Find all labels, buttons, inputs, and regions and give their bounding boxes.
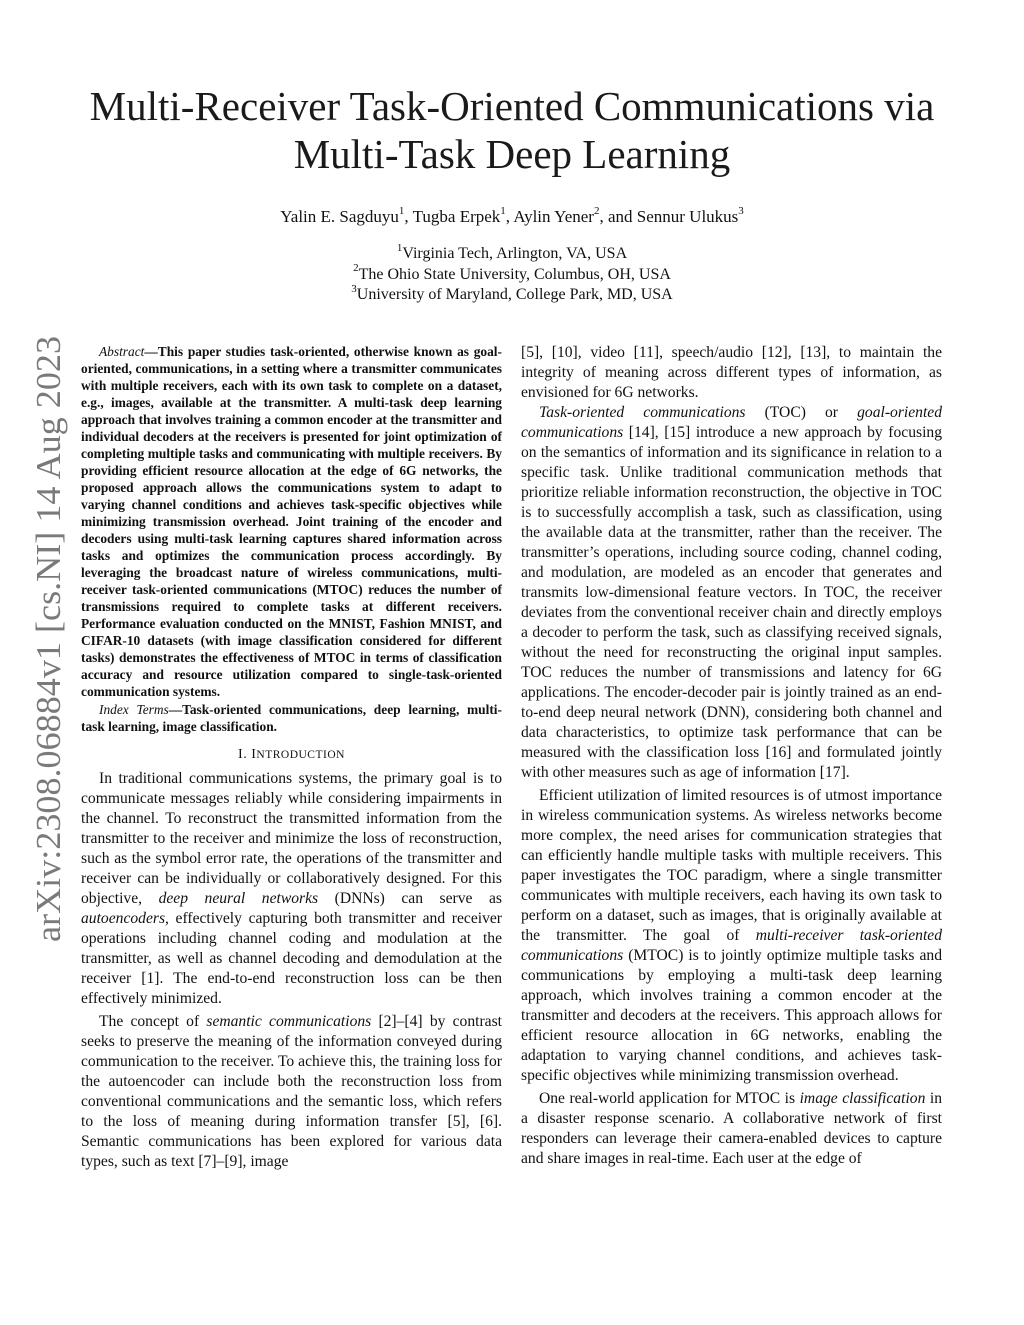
emphasis: image classification xyxy=(799,1090,926,1107)
emphasis: autoencoders xyxy=(81,910,166,927)
author-affiliation-mark: 3 xyxy=(738,205,744,218)
author-name: Sennur Ulukus xyxy=(636,207,739,226)
affiliation-text: Virginia Tech, Arlington, VA, USA xyxy=(402,245,628,262)
author-name: Aylin Yener xyxy=(513,207,594,226)
abstract-text: —This paper studies task-oriented, otherwise known as goal-oriented, communications, in a setting where a transmitter communicates with multiple receivers, each with its own task to complete on a dataset, e.g., images, available at the transmitter. A multi-task deep learning approach that involves training a common encoder at the transmitter and individual decoders at the receivers is presented for joint optimization of completing multiple tasks and communicating with multiple receivers. By providing efficient resource allocation at the edge of 6G networks, the proposed approach allows the communications system to adapt to varying channel conditions and achieves task-specific objectives while minimizing transmission overhead. Joint training of the encoder and decoders using multi-task learning captures shared information across tasks and optimizes the communication process accordingly. By leveraging the broadcast nature of wireless communications, multi-receiver task-oriented communications (MTOC) reduces the number of transmissions required to complete tasks at different receivers. Performance evaluation conducted on the MNIST, Fashion MNIST, and CIFAR-10 datasets (with image classification considered for different tasks) demonstrates the effectiveness of MTOC in terms of classification accuracy and resource utilization compared to single-task-oriented communication systems. xyxy=(81,344,502,699)
body-paragraph xyxy=(81,769,502,1009)
body-paragraph xyxy=(521,403,942,783)
arxiv-identifier xyxy=(20,330,70,950)
paper-header xyxy=(80,82,944,306)
affiliation-text: University of Maryland, College Park, MD, USA xyxy=(356,286,673,303)
text-run: [2]–[4] by contrast seeks to preserve the meaning of the information conveyed during communication to the receiver. To achieve this, the training loss for the autoencoder can include both the reconstruction loss from conventional communications and the semantic loss, which refers to the loss of meaning during information transfer [5], [6]. Semantic communications has been explored for various data types, such as text [7]–[9], image xyxy=(81,1013,502,1170)
text-run: Efficient utilization of limited resources is of utmost importance in wireless communication systems. As wireless networks become more complex, the need arises for communication strategies that can efficiently handle multiple tasks with multiple receivers. This paper investigates the TOC paradigm, where a single transmitter communicates with multiple receivers, each having its own task to perform on a dataset, such as images, that is originally available at the transmitter. The goal of xyxy=(521,787,942,944)
paper-title xyxy=(80,82,944,178)
emphasis: goal-oriented communications xyxy=(521,404,942,441)
text-run: (DNNs) can serve as xyxy=(318,890,502,907)
text-run: One real-world application for MTOC is xyxy=(539,1090,800,1107)
section-number: I. xyxy=(238,747,252,762)
affiliation-text: The Ohio State University, Columbus, OH, USA xyxy=(358,265,671,283)
section-title-rest: NTRODUCTION xyxy=(256,749,345,761)
text-run: The concept of xyxy=(99,1013,207,1030)
author-name: Yalin E. Sagduyu xyxy=(280,207,399,226)
abstract-label: Abstract xyxy=(99,344,145,359)
title-line-2: Multi-Task Deep Learning xyxy=(293,131,731,177)
index-terms-label: Index Terms xyxy=(99,702,169,717)
emphasis: semantic communications xyxy=(206,1013,372,1030)
section-title-initial: I xyxy=(251,747,257,762)
affiliation xyxy=(80,262,944,286)
text-run: (TOC) or xyxy=(745,404,858,421)
text-run: (MTOC) is to jointly optimize multiple tasks and communications by employing a multi-task deep learning approach, which involves training a common encoder at the transmitter and decoders at the receivers. This approach allows for efficient resource allocation in 6G networks, enabling the adaptation to varying channel conditions, and achieves task-specific objectives while minimizing transmission overhead. xyxy=(521,947,942,1084)
body-paragraph xyxy=(521,786,942,1086)
author-affiliation-mark: 2 xyxy=(593,205,600,218)
affiliation-number: 1 xyxy=(396,241,403,254)
author-name: Tugba Erpek xyxy=(412,207,501,226)
body-paragraph xyxy=(81,1012,502,1172)
text-run: [14], [15] introduce a new approach by focusing on the semantics of information and its significance in relation to a specific task. Unlike traditional communication methods that prioritize reliable information reconstruction, the objective in TOC is to successfully accomplish a task, such as classification, using the available data at the transmitter, rather than the receiver. The transmitter’s operations, including source coding, channel coding, and modulation, are modeled as an encoder that generates and transmits low-dimensional feature vectors. In TOC, the receiver deviates from the conventional receiver chain and directly employs a decoder to perform the task, such as classifying received signals, without the need for reconstructing the original input samples. TOC reduces the number of transmissions and latency for 6G applications. The encoder-decoder pair is jointly trained as an end-to-end deep neural network (DNN), considering both channel and data characteristics, to optimize task performance that can be measured with the classification loss [16] and formulated jointly with other measures such as age of information [17]. xyxy=(521,424,942,781)
text-run: In traditional communications systems, the primary goal is to communicate messages reliably while considering impairments in the channel. To reconstruct the transmitted information from the transmitter to the receiver and minimize the loss of reconstruction, such as the symbol error rate, the operations of the transmitter and receiver can be individually or collaboratively designed. For this objective, xyxy=(81,770,502,907)
abstract xyxy=(81,343,502,700)
emphasis: Task-oriented communications xyxy=(539,404,746,421)
text-run: , effectively capturing both transmitter and receiver operations including channel coding and modulation at the transmitter, as well as channel decoding and demodulation at the receiver [1]. The end-to-end reconstruction loss can be then effectively minimized. xyxy=(81,910,502,1007)
index-terms-text: —Task-oriented communications, deep learning, multi-task learning, image classification. xyxy=(81,702,502,734)
affiliation-number: 2 xyxy=(353,262,359,275)
arxiv-identifier-text: arXiv:2308.06884v1 [cs.NI] 14 Aug 2023 xyxy=(29,354,68,942)
index-terms xyxy=(81,701,502,735)
author-affiliation-mark: 1 xyxy=(500,205,506,218)
author-separator: , xyxy=(505,207,514,226)
affiliation-list xyxy=(80,241,944,306)
author-list xyxy=(80,206,944,228)
author-affiliation-mark: 1 xyxy=(398,205,405,218)
title-line-1: Multi-Receiver Task-Oriented Communications via xyxy=(89,83,935,129)
author-separator: , xyxy=(404,207,413,226)
affiliation xyxy=(80,241,944,265)
author-separator: , and xyxy=(599,207,637,226)
right-column xyxy=(521,343,942,1169)
body-paragraph xyxy=(521,1089,942,1169)
affiliation xyxy=(80,282,944,306)
emphasis: multi-receiver task-oriented communications xyxy=(521,927,942,964)
text-run: in a disaster response scenario. A collaborative network of first responders can leverage their camera-enabled devices to capture and share images in real-time. Each user at the edge of xyxy=(521,1090,943,1167)
section-heading-introduction xyxy=(81,746,502,764)
body-paragraph: [5], [10], video [11], speech/audio [12], [13], to maintain the integrity of meaning across different types of information, as envisioned for 6G networks. xyxy=(521,344,942,401)
affiliation-number: 3 xyxy=(351,282,357,295)
emphasis: deep neural networks xyxy=(158,890,319,907)
left-column xyxy=(81,343,502,1172)
